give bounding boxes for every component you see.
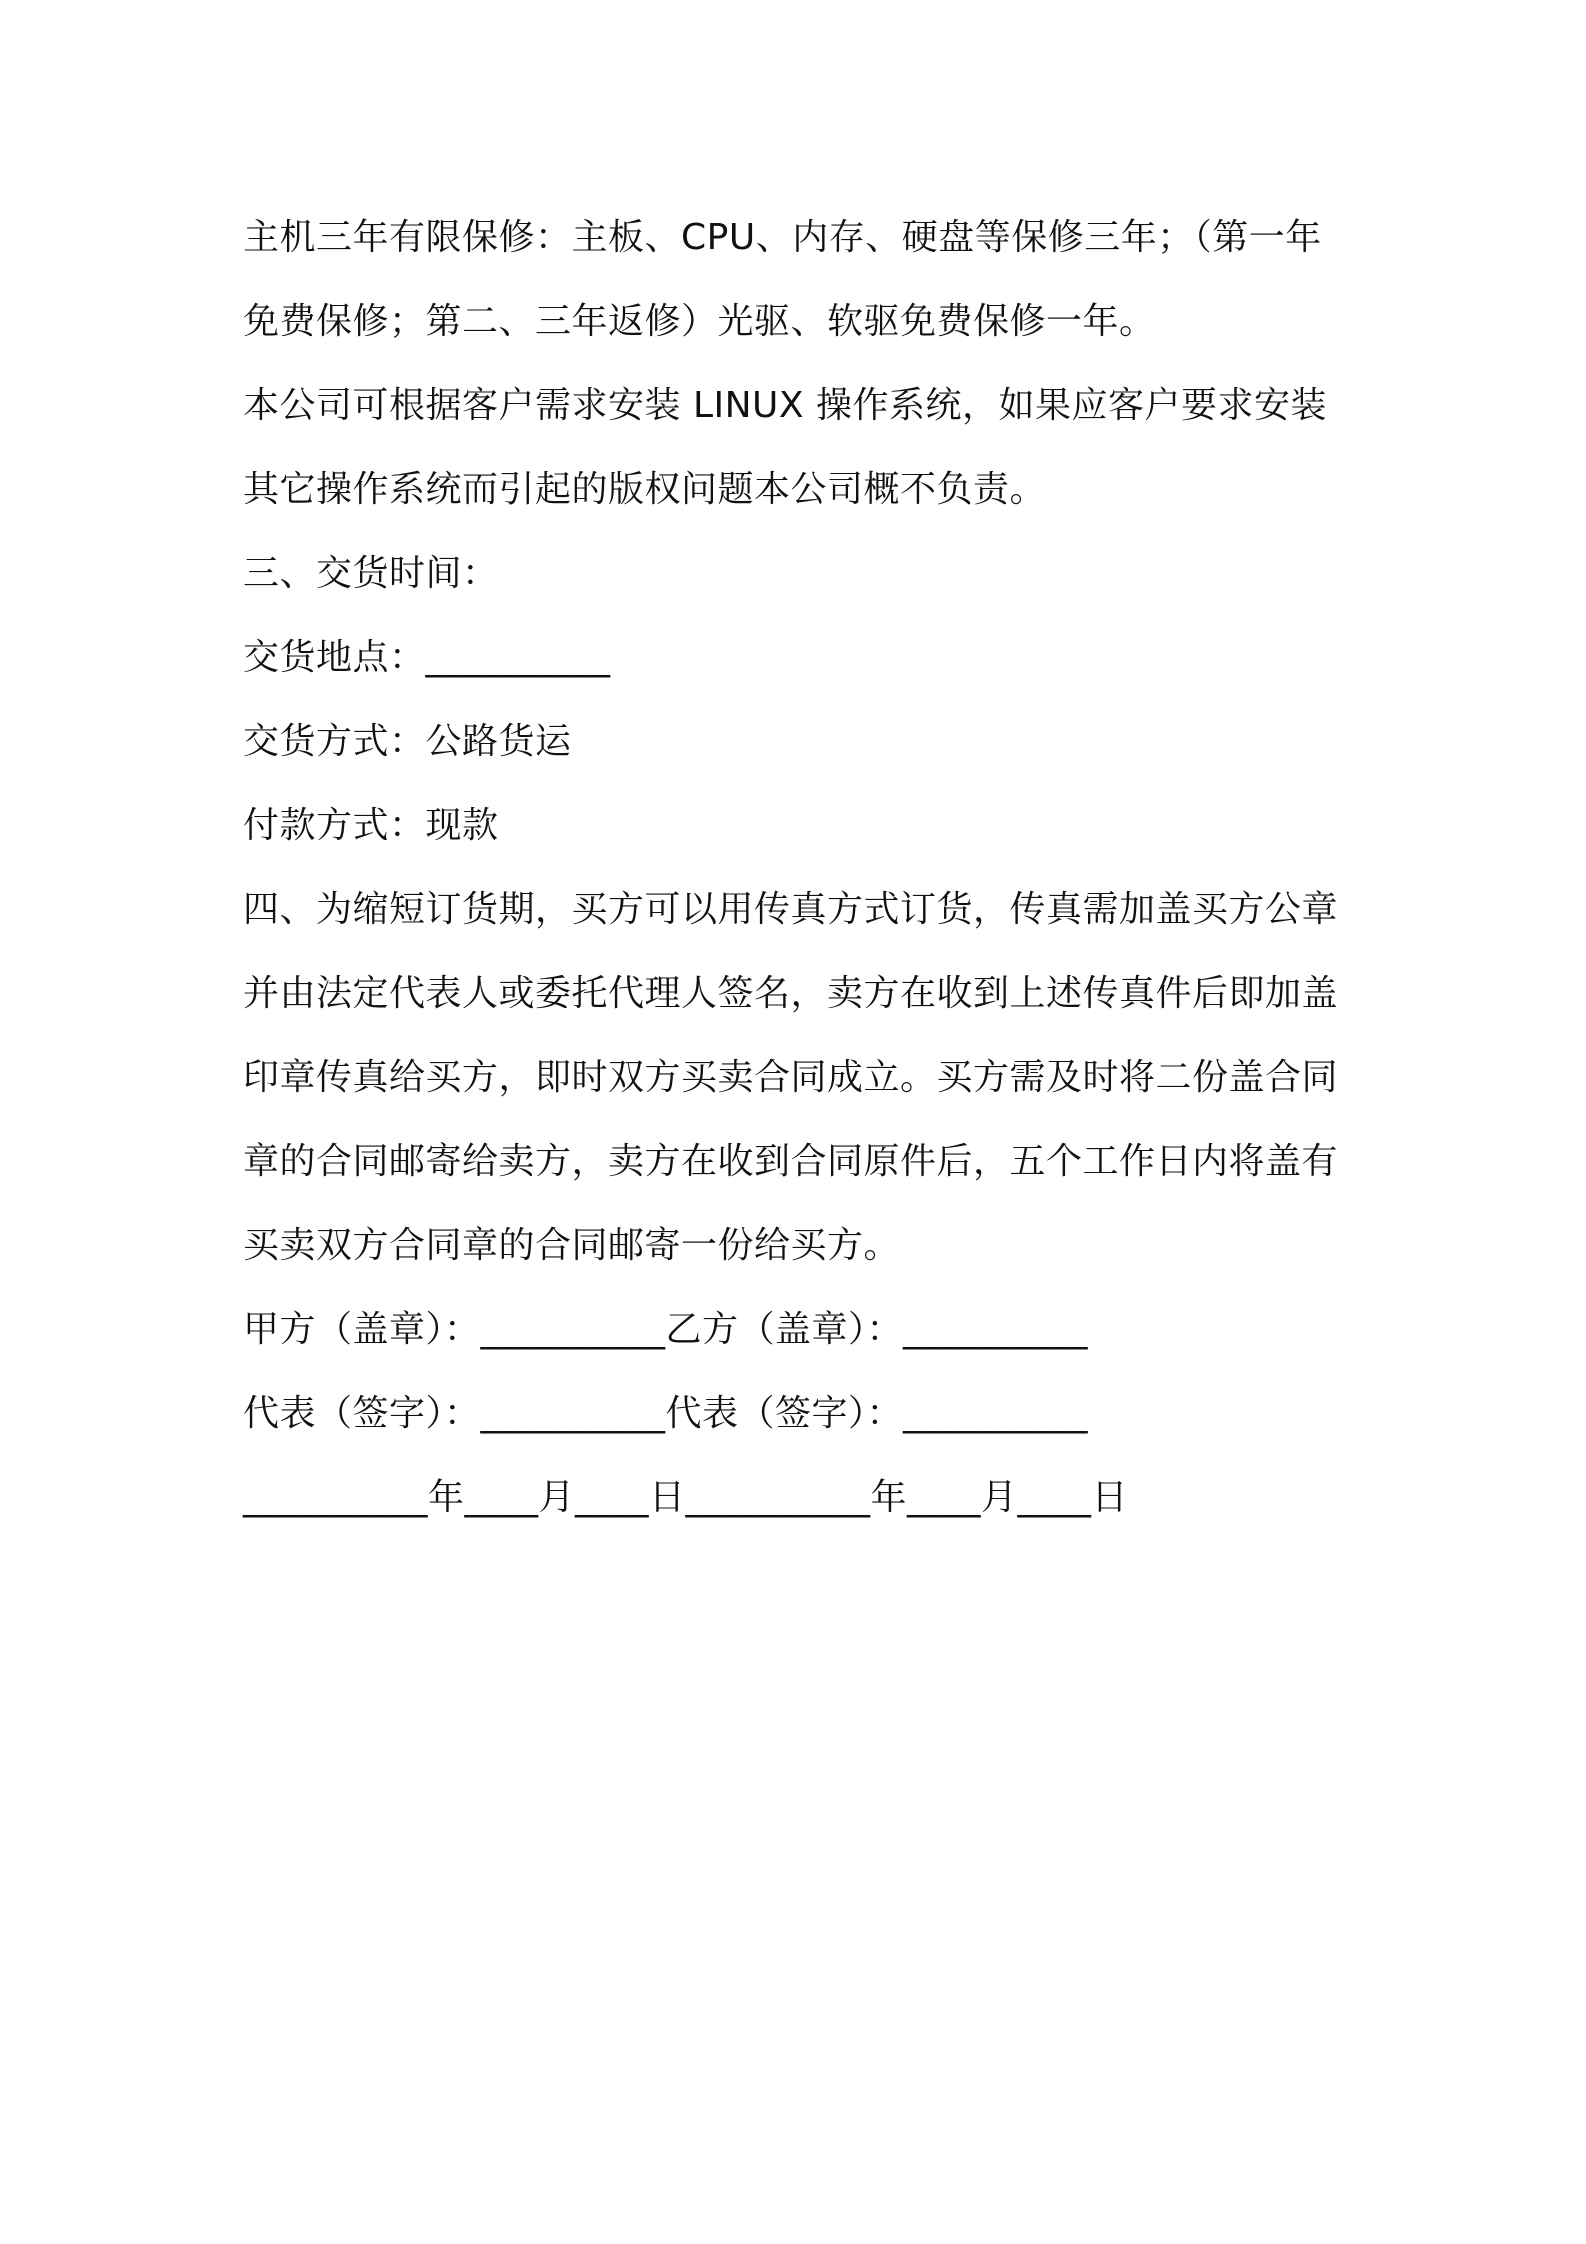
fax-order-text-line-3: 印章传真给买方，即时双方买卖合同成立。买方需及时将二份盖合同 (243, 1057, 1339, 1098)
fax-order-text-line-4: 章的合同邮寄给卖方，卖方在收到合同原件后，五个工作日内将盖有 (243, 1141, 1339, 1182)
delivery-location: 交货地点：__________ (243, 637, 611, 678)
representative-signature-line: 代表（签字）：__________代表（签字）：__________ (243, 1393, 1089, 1434)
party-seal-line: 甲方（盖章）：__________乙方（盖章）：__________ (243, 1309, 1089, 1350)
os-install-text-line-2: 其它操作系统而引起的版权问题本公司概不负责。 (243, 469, 1047, 510)
payment-method: 付款方式：现款 (243, 805, 499, 846)
warranty-text-line-1: 主机三年有限保修：主板、CPU、内存、硬盘等保修三年；（第一年 (243, 217, 1322, 258)
os-install-text-line-1: 本公司可根据客户需求安装 LINUX 操作系统，如果应客户要求安装 (243, 385, 1328, 426)
date-line: __________年____月____日__________年____月____日 (243, 1477, 1128, 1518)
fax-order-text-line-5: 买卖双方合同章的合同邮寄一份给买方。 (243, 1225, 901, 1266)
fax-order-text-line-1: 四、为缩短订货期，买方可以用传真方式订货，传真需加盖买方公章 (243, 889, 1339, 930)
document-body (243, 196, 1363, 1540)
fax-order-text-line-2: 并由法定代表人或委托代理人签名，卖方在收到上述传真件后即加盖 (243, 973, 1339, 1014)
warranty-text-line-2: 免费保修；第二、三年返修）光驱、软驱免费保修一年。 (243, 301, 1156, 342)
delivery-time-heading: 三、交货时间： (243, 553, 499, 594)
delivery-method: 交货方式：公路货运 (243, 721, 572, 762)
